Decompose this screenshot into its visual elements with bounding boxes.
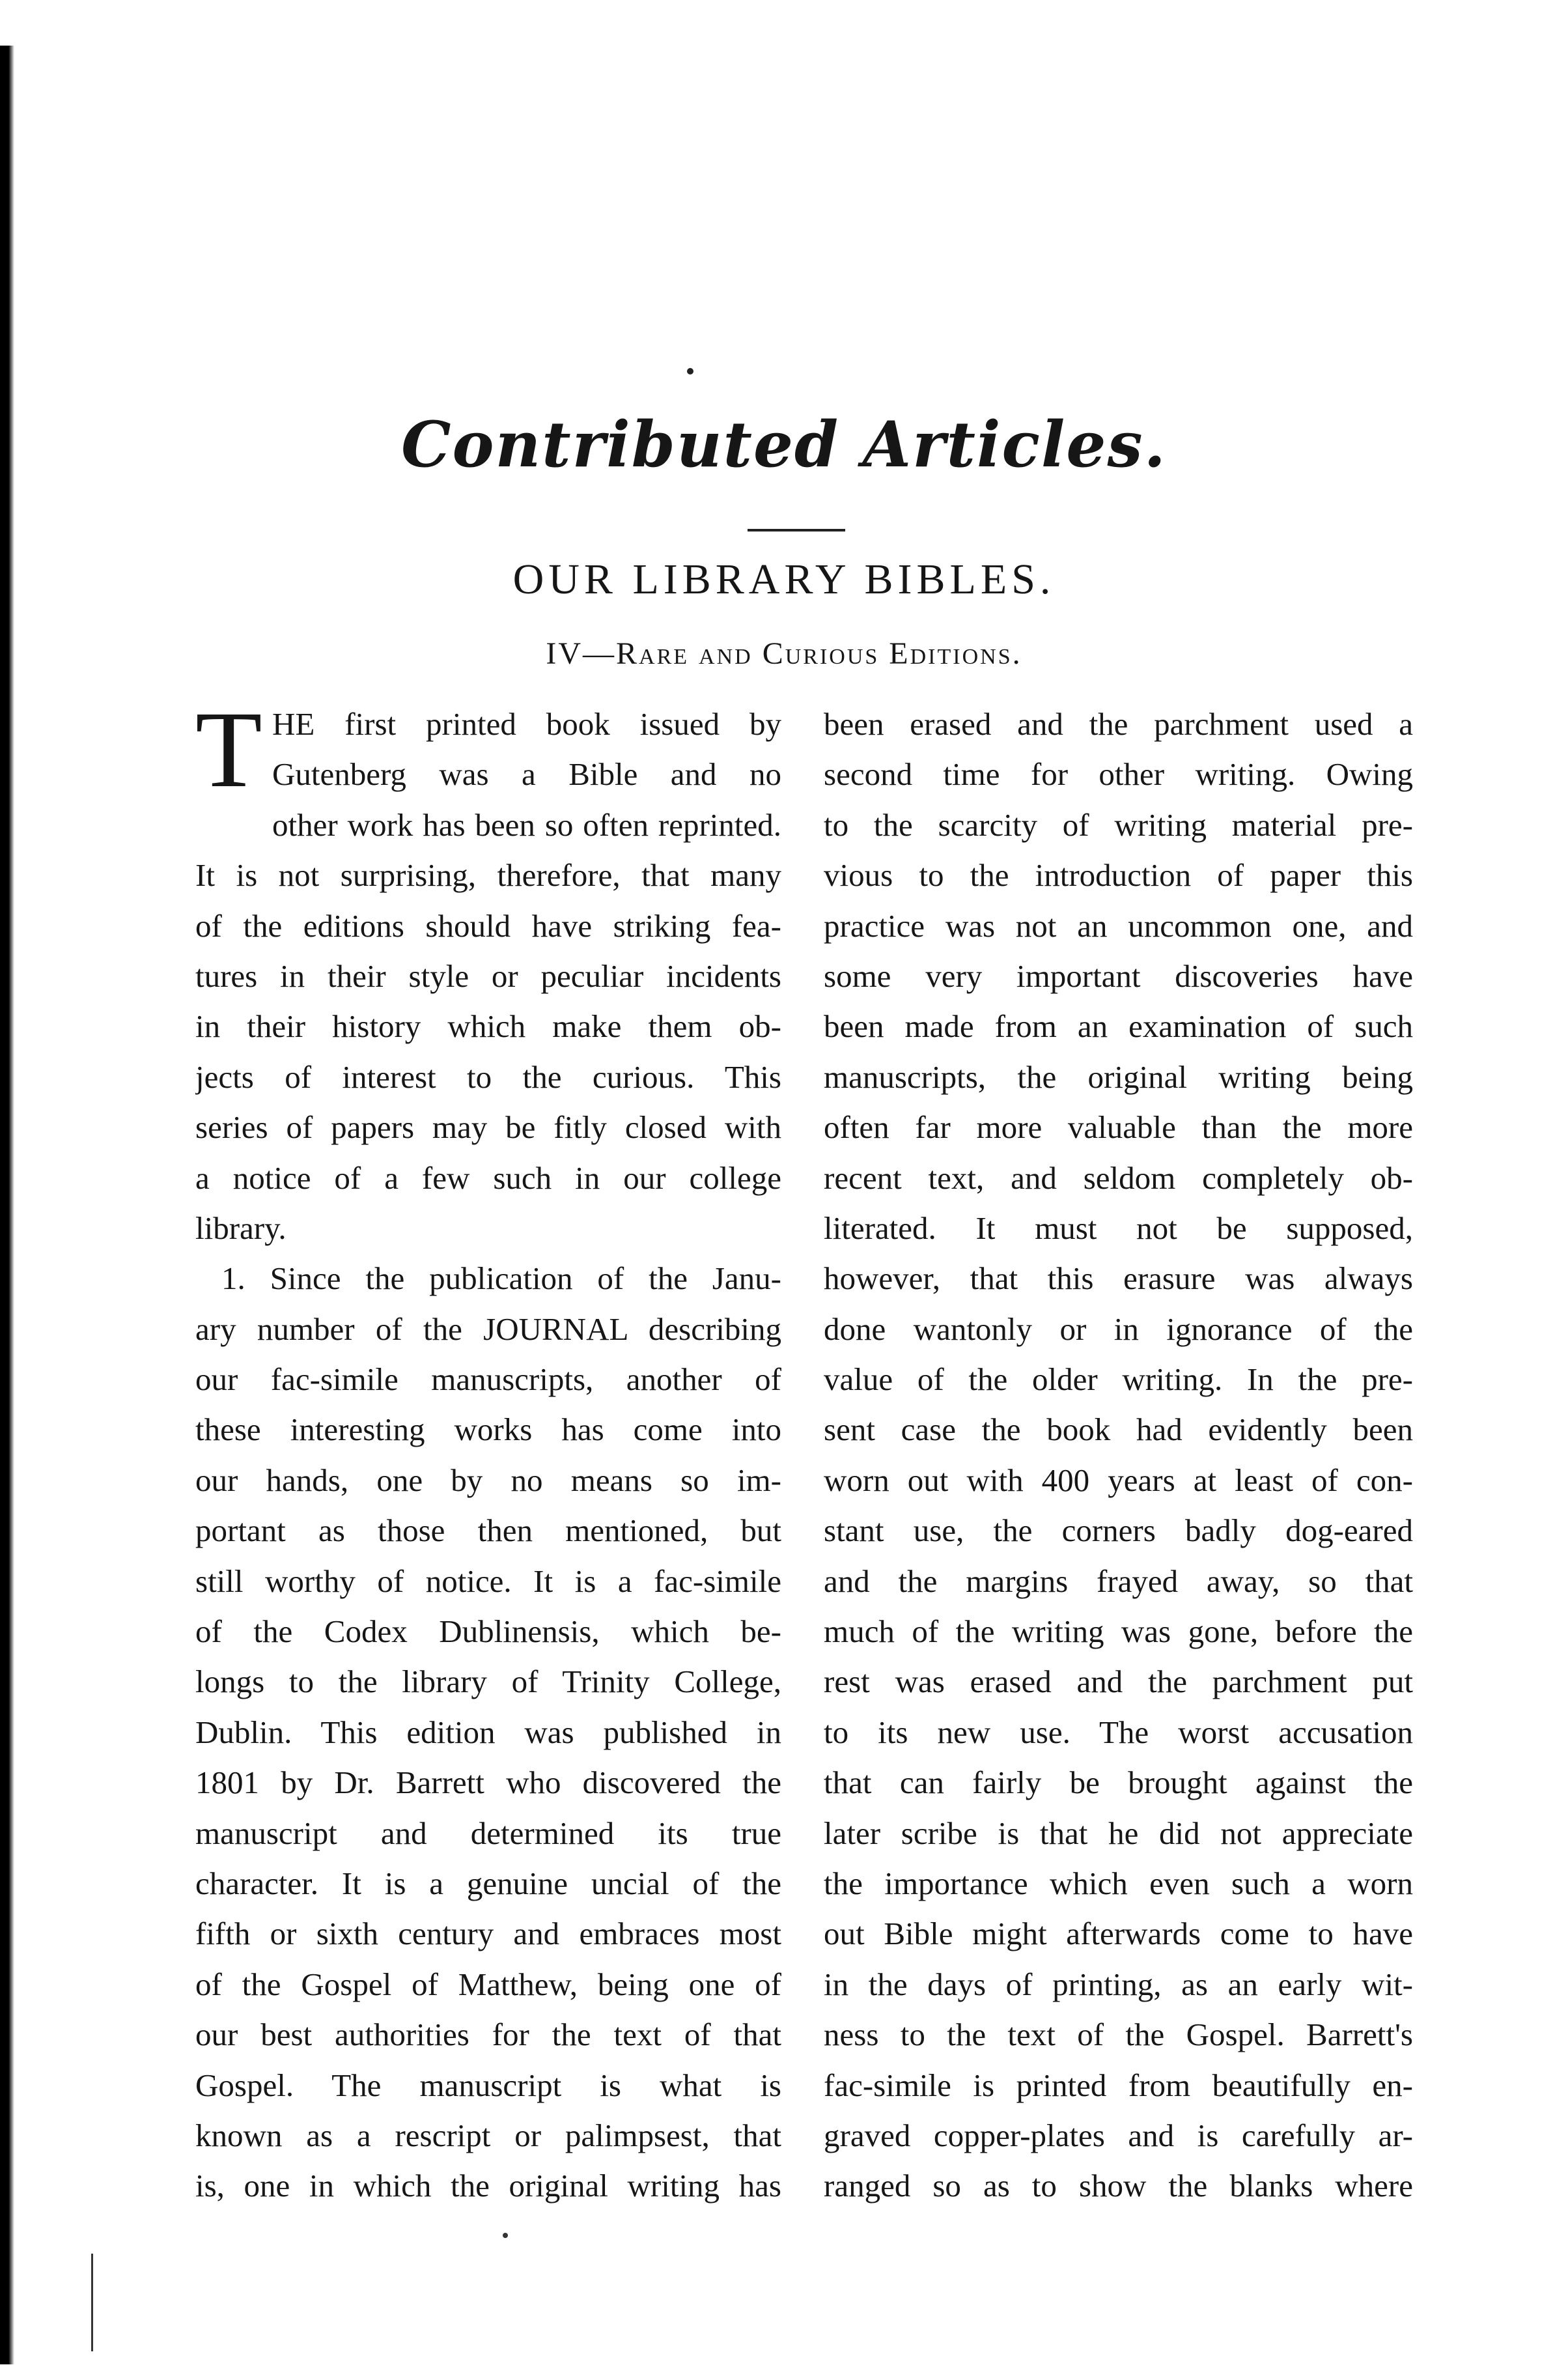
text-line: ness to the text of the Gospel. Barrett's <box>824 2017 1413 2053</box>
text-line: series of papers may be fitly closed with <box>195 1109 781 1146</box>
text-line: of the Codex Dublinensis, which be- <box>195 1613 781 1650</box>
text-line: of the editions should have striking fea- <box>195 907 781 944</box>
text-line: value of the older writing. In the pre- <box>824 1361 1413 1398</box>
text-line: of the Gospel of Matthew, being one of <box>195 1966 781 2002</box>
text-line: is, one in which the original writing has <box>195 2168 781 2204</box>
text-line: Gutenberg was a Bible and no <box>272 756 781 793</box>
text-line: our best authorities for the text of that <box>195 2017 781 2053</box>
text-line: worn out with 400 years at least of con- <box>824 1462 1413 1498</box>
margin-mark <box>91 2254 93 2351</box>
text-line: It is not surprising, therefore, that many <box>195 857 781 894</box>
text-line: ranged so as to show the blanks where <box>824 2168 1413 2204</box>
text-line: these interesting works has come into <box>195 1411 781 1448</box>
text-line: tures in their style or peculiar incidents <box>195 957 781 994</box>
text-line: still worthy of notice. It is a fac-simile <box>195 1563 781 1599</box>
text-line: Gospel. The manuscript is what is <box>195 2067 781 2103</box>
text-line: some very important discoveries have <box>824 957 1413 994</box>
text-line: manuscripts, the original writing being <box>824 1058 1413 1095</box>
text-line: jects of interest to the curious. This <box>195 1058 781 1095</box>
text-line: the importance which even such a worn <box>824 1865 1413 1901</box>
text-line: to the scarcity of writing material pre- <box>824 806 1413 843</box>
text-line: vious to the introduction of paper this <box>824 857 1413 894</box>
text-line: a notice of a few such in our college <box>195 1159 781 1196</box>
text-line: in their history which make them ob- <box>195 1008 781 1045</box>
text-line: later scribe is that he did not appreciate <box>824 1815 1413 1851</box>
text-line: our fac-simile manuscripts, another of <box>195 1361 781 1398</box>
left-column <box>195 689 781 2211</box>
text-line: known as a rescript or palimpsest, that <box>195 2117 781 2153</box>
drop-cap: T <box>195 689 262 810</box>
text-line: Dublin. This edition was published in <box>195 1714 781 1750</box>
article-title: OUR LIBRARY BIBLES. <box>512 556 1056 603</box>
opening-paragraph <box>195 689 781 810</box>
text-line: our hands, one by no means so im- <box>195 1462 781 1498</box>
text-line: manuscript and determined its true <box>195 1815 781 1851</box>
text-line: 1801 by Dr. Barrett who discovered the <box>195 1764 781 1801</box>
text-line: been erased and the parchment used a <box>824 706 1413 742</box>
text-line: HE first printed book issued by <box>272 706 781 742</box>
text-line: much of the writing was gone, before the <box>824 1613 1413 1650</box>
right-column <box>824 699 1413 2211</box>
text-line: longs to the library of Trinity College, <box>195 1664 781 1700</box>
text-line: practice was not an uncommon one, and <box>824 907 1413 944</box>
text-line: however, that this erasure was always <box>824 1260 1413 1297</box>
text-line: library. <box>195 1210 287 1246</box>
text-line: ary number of the JOURNAL describing <box>195 1310 781 1347</box>
footer-dot <box>503 2233 508 2238</box>
text-line: portant as those then mentioned, but <box>195 1512 781 1549</box>
text-line: recent text, and seldom completely ob- <box>824 1159 1413 1196</box>
text-line: done wantonly or in ignorance of the <box>824 1310 1413 1347</box>
title-rule <box>748 529 845 531</box>
text-line: fifth or sixth century and embraces most <box>195 1916 781 1952</box>
text-line: literated. It must not be supposed, <box>824 1210 1413 1246</box>
section-title: Contributed Articles. <box>401 408 1167 481</box>
text-line: other work has been so often reprinted. <box>272 806 781 843</box>
text-line: second time for other writing. Owing <box>824 756 1413 793</box>
text-line: fac-simile is printed from beautifully en- <box>824 2067 1413 2103</box>
header-dot <box>687 368 693 375</box>
text-line: that can fairly be brought against the <box>824 1764 1413 1801</box>
binding-edge <box>0 46 14 2364</box>
text-line: sent case the book had evidently been <box>824 1411 1413 1448</box>
text-line: been made from an examination of such <box>824 1008 1413 1045</box>
article-subtitle: IV—Rare and Curious Editions. <box>546 636 1022 671</box>
text-line: to its new use. The worst accusation <box>824 1714 1413 1750</box>
text-line: in the days of printing, as an early wit- <box>824 1966 1413 2002</box>
text-line: often far more valuable than the more <box>824 1109 1413 1146</box>
text-line: out Bible might afterwards come to have <box>824 1916 1413 1952</box>
text-line: character. It is a genuine uncial of the <box>195 1865 781 1901</box>
text-line: stant use, the corners badly dog-eared <box>824 1512 1413 1549</box>
text-line: graved copper-plates and is carefully ar- <box>824 2117 1413 2153</box>
text-line: and the margins frayed away, so that <box>824 1563 1413 1599</box>
text-line: rest was erased and the parchment put <box>824 1664 1413 1700</box>
text-line: 1. Since the publication of the Janu- <box>221 1260 781 1297</box>
